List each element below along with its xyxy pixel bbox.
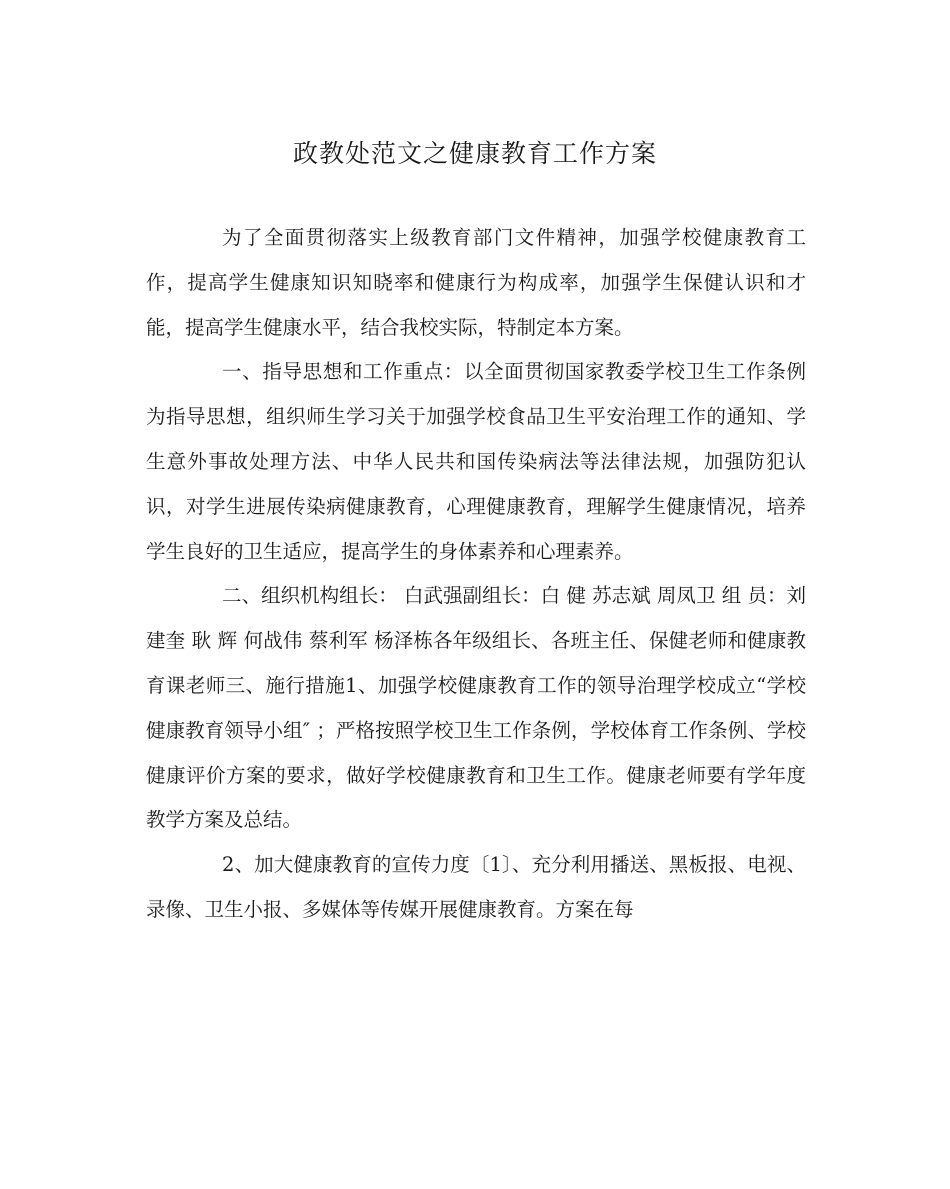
document-title: 政教处范文之健康教育工作方案 xyxy=(292,139,657,168)
paragraph-guiding-ideology: 一、指导思想和工作重点：以全面贯彻国家教委学校卫生工作条例为指导思想，组织师生学习关于加强学校食品卫生平安治理工作的通知、学生意外事故处理方法、中华人民共和国传染病法等法律法规，加强防犯认识，对学生进展传染病健康教育，心理健康教育，理解学生健康情况，培养学生良好的卫生适应，提高学生的身体素养和心理素养。 xyxy=(146,360,806,563)
paragraph-organization-measures: 二、组织机构组长： 白武强副组长：白 健 苏志斌 周凤卫 组 员：刘建奎 耿 辉 何战伟 蔡利军 杨泽栋各年级组长、各班主任、保健老师和健康教育课老师三、施行措施1、加强学校健康教育工作的领导治理学校成立“学校健康教育领导小组″ ；严格按照学校卫生工作条例，学校体育工作条例、学校健康评价方案的要求，做好学校健康教育和卫生工作。健康老师要有学年度教学方案及总结。 xyxy=(146,584,806,832)
paragraph-publicity: 2、加大健康教育的宣传力度〔1〕、充分利用播送、黑板报、电视、录像、卫生小报、多媒体等传媒开展健康教育。方案在每 xyxy=(146,853,806,921)
paragraph-intro: 为了全面贯彻落实上级教育部门文件精神，加强学校健康教育工作，提高学生健康知识知晓率和健康行为构成率，加强学生保健认识和才能，提高学生健康水平，结合我校实际，特制定本方案。 xyxy=(146,226,806,339)
document-body xyxy=(146,216,806,933)
